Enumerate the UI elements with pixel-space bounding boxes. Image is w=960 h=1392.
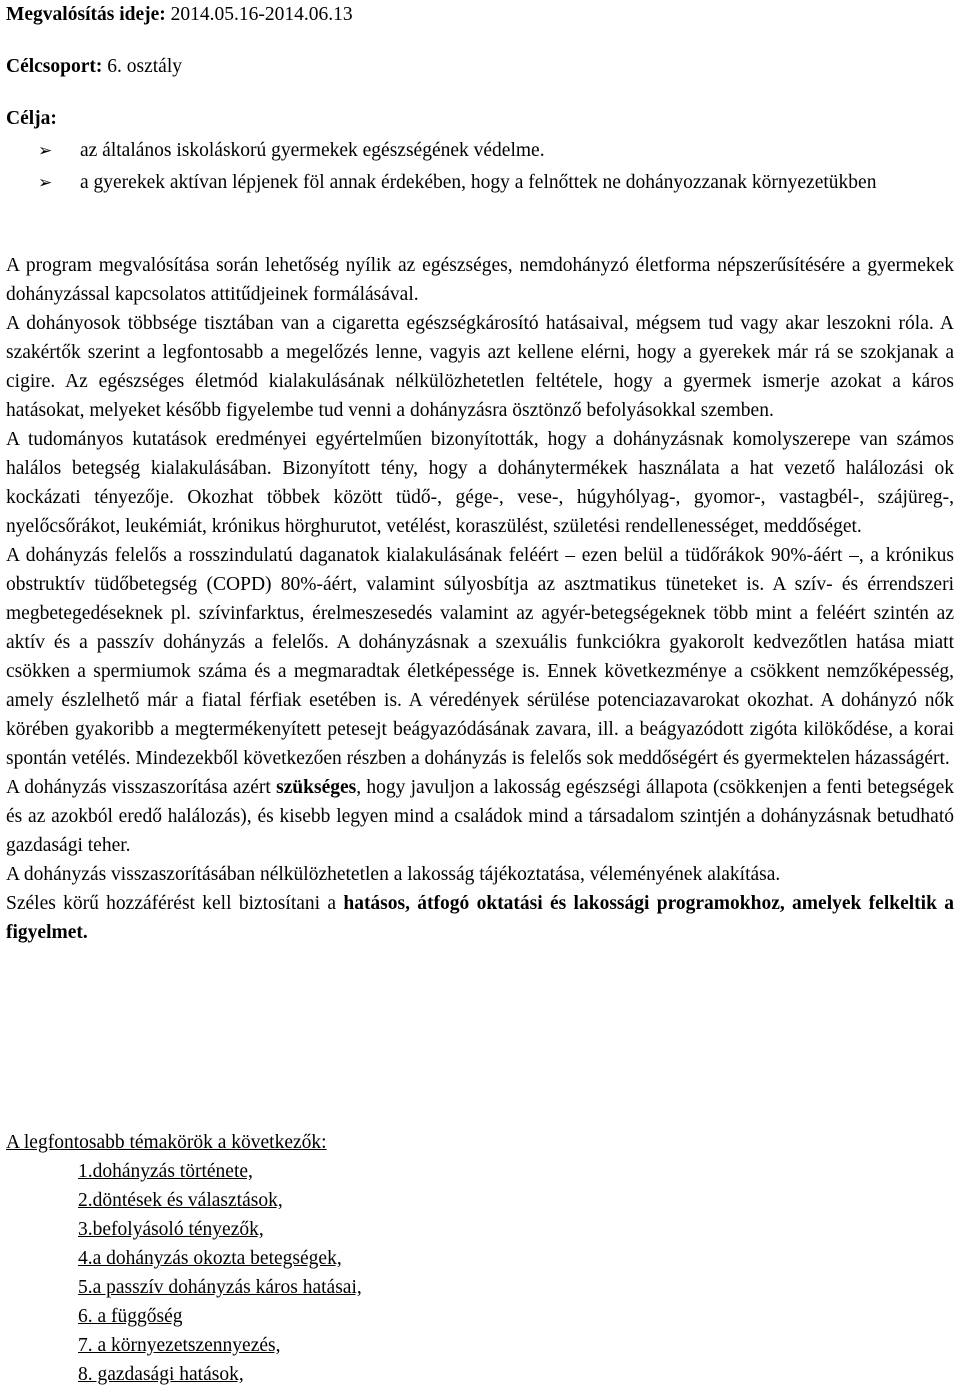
paragraph-intro: A program megvalósítása során lehetőség nyílik az egészséges, nemdohányzó életforma népszerűsítésére a gyermekek dohányzással kapcsolatos attitűdjeinek formálásával. xyxy=(6,255,954,305)
necessity-text-start: A dohányzás visszaszorítása azért xyxy=(6,777,277,798)
topic-item: 4.a dohányzás okozta betegségek, xyxy=(78,1248,342,1269)
target-group-label: Célcsoport: xyxy=(6,56,103,77)
topic-item: 3.befolyásoló tényezők, xyxy=(78,1219,264,1240)
implementation-date-value: 2014.05.16-2014.06.13 xyxy=(170,4,353,25)
necessity-bold: szükséges xyxy=(276,777,357,798)
access-bold: hatásos, átfogó oktatási és lakossági programokhoz, amelyek felkeltik a figyelmet. xyxy=(6,893,954,943)
topic-item: 7. a környezetszennyezés, xyxy=(78,1335,281,1356)
goal-item xyxy=(38,167,954,199)
paragraph-research: A tudományos kutatások eredményei egyértelműen bizonyították, hogy a dohányzásnak komolyszerepe van számos halálos betegség kialakulásában. Bizonyított tény, hogy a dohánytermékek használata a hat vezető halálozási ok kockázati tényezője. Okozhat többek között tüdő-, gége-, vese-, húgyhólyag-, gyomor-, vastagbél-, szájüreg-, nyelőcsőrákot, leukémiát, krónikus hörghurutot, vetélést, koraszülést, születési rendellenességet, meddőséget. xyxy=(6,429,954,537)
goal-item xyxy=(38,135,954,167)
paragraph-prevention: A dohányosok többsége tisztában van a cigaretta egészségkárosító hatásaival, mégsem tud vagy akar leszokni róla. A szakértők szerint a legfontosabb a megelőzés lenne, vagyis azt kellene elérni, hogy a gyerekek már rá se szokjanak a cigire. Az egészséges életmód kialakulásának nélkülözhetetlen feltétele, hogy a gyermek ismerje azokat a káros hatásokat, melyeket később figyelembe tud venni a dohányzásra ösztönző befolyásokkal szemben. xyxy=(6,313,954,421)
arrowhead-bullet-icon: ➢ xyxy=(38,141,53,160)
topic-item: 5.a passzív dohányzás káros hatásai, xyxy=(78,1277,362,1298)
goal-heading xyxy=(6,108,57,130)
necessity-text-end: , hogy javuljon a lakosság egészségi állapota (csökkenjen a fenti betegségek és az azokból eredő halálozás), és kisebb legyen mind a családok mind a társadalom szintjén a dohányzásnak betudható gazdasági teher. xyxy=(6,777,954,856)
topics-list xyxy=(78,1157,362,1389)
topic-item: 8. gazdasági hatások, xyxy=(78,1364,244,1385)
goal-item-text: a gyerekek aktívan lépjenek föl annak érdekében, hogy a felnőttek ne dohányozzanak környezetükben xyxy=(80,172,877,193)
goal-item-text: az általános iskoláskorú gyermekek egészségének védelme. xyxy=(80,140,545,161)
implementation-date-line xyxy=(6,4,353,26)
target-group-line xyxy=(6,56,182,78)
paragraph-information: A dohányzás visszaszorításában nélkülözhetetlen a lakosság tájékoztatása, véleményének alakítása. xyxy=(6,864,781,885)
paragraph-diseases: A dohányzás felelős a rosszindulatú daganatok kialakulásának feléért – ezen belül a tüdőrákok 90%-áért –, a krónikus obstruktív tüdőbetegség (COPD) 80%-áért, valamint súlyosbítja az asztmatikus tüneteket is. A szív- és érrendszeri megbetegedéseknek pl. szívinfarktus, érelmeszesedés valamint az agyér-betegségeknek több mint a feléért szintén az aktív és a passzív dohányzás a felelős. A dohányzásnak a szexuális funkciókra gyakorolt kedvezőtlen hatása miatt csökken a spermiumok száma és a megmaradtak életképessége is. Ennek következménye a csökkent nemzőképesség, amely észlelhető már a fiatal férfiak esetében is. A véredények sérülése potenciazavarokat okozhat. A dohányzó nők körében gyakoribb a megtermékenyített petesejt beágyazódásának zavara, ill. a beágyazódott zigóta kilökődése, a korai spontán vetélés. Mindezekből következően részben a dohányzás is felelős sok meddőségért és gyermektelen házasságért. xyxy=(6,545,954,769)
topics-title: A legfontosabb témakörök a következők: xyxy=(6,1132,327,1153)
body-text xyxy=(6,251,954,947)
access-text-start: Széles körű hozzáférést kell biztosítani a xyxy=(6,893,344,914)
target-group-value: 6. osztály xyxy=(107,56,182,77)
topic-item: 6. a függőség xyxy=(78,1306,183,1327)
topic-item: 2.döntések és választások, xyxy=(78,1190,283,1211)
implementation-date-label: Megvalósítás ideje: xyxy=(6,4,166,25)
paragraph-necessity xyxy=(6,773,954,860)
goal-list xyxy=(38,135,954,199)
arrowhead-bullet-icon: ➢ xyxy=(38,173,53,192)
topic-item: 1.dohányzás története, xyxy=(78,1161,253,1182)
goal-label: Célja: xyxy=(6,108,57,129)
paragraph-access xyxy=(6,889,954,947)
